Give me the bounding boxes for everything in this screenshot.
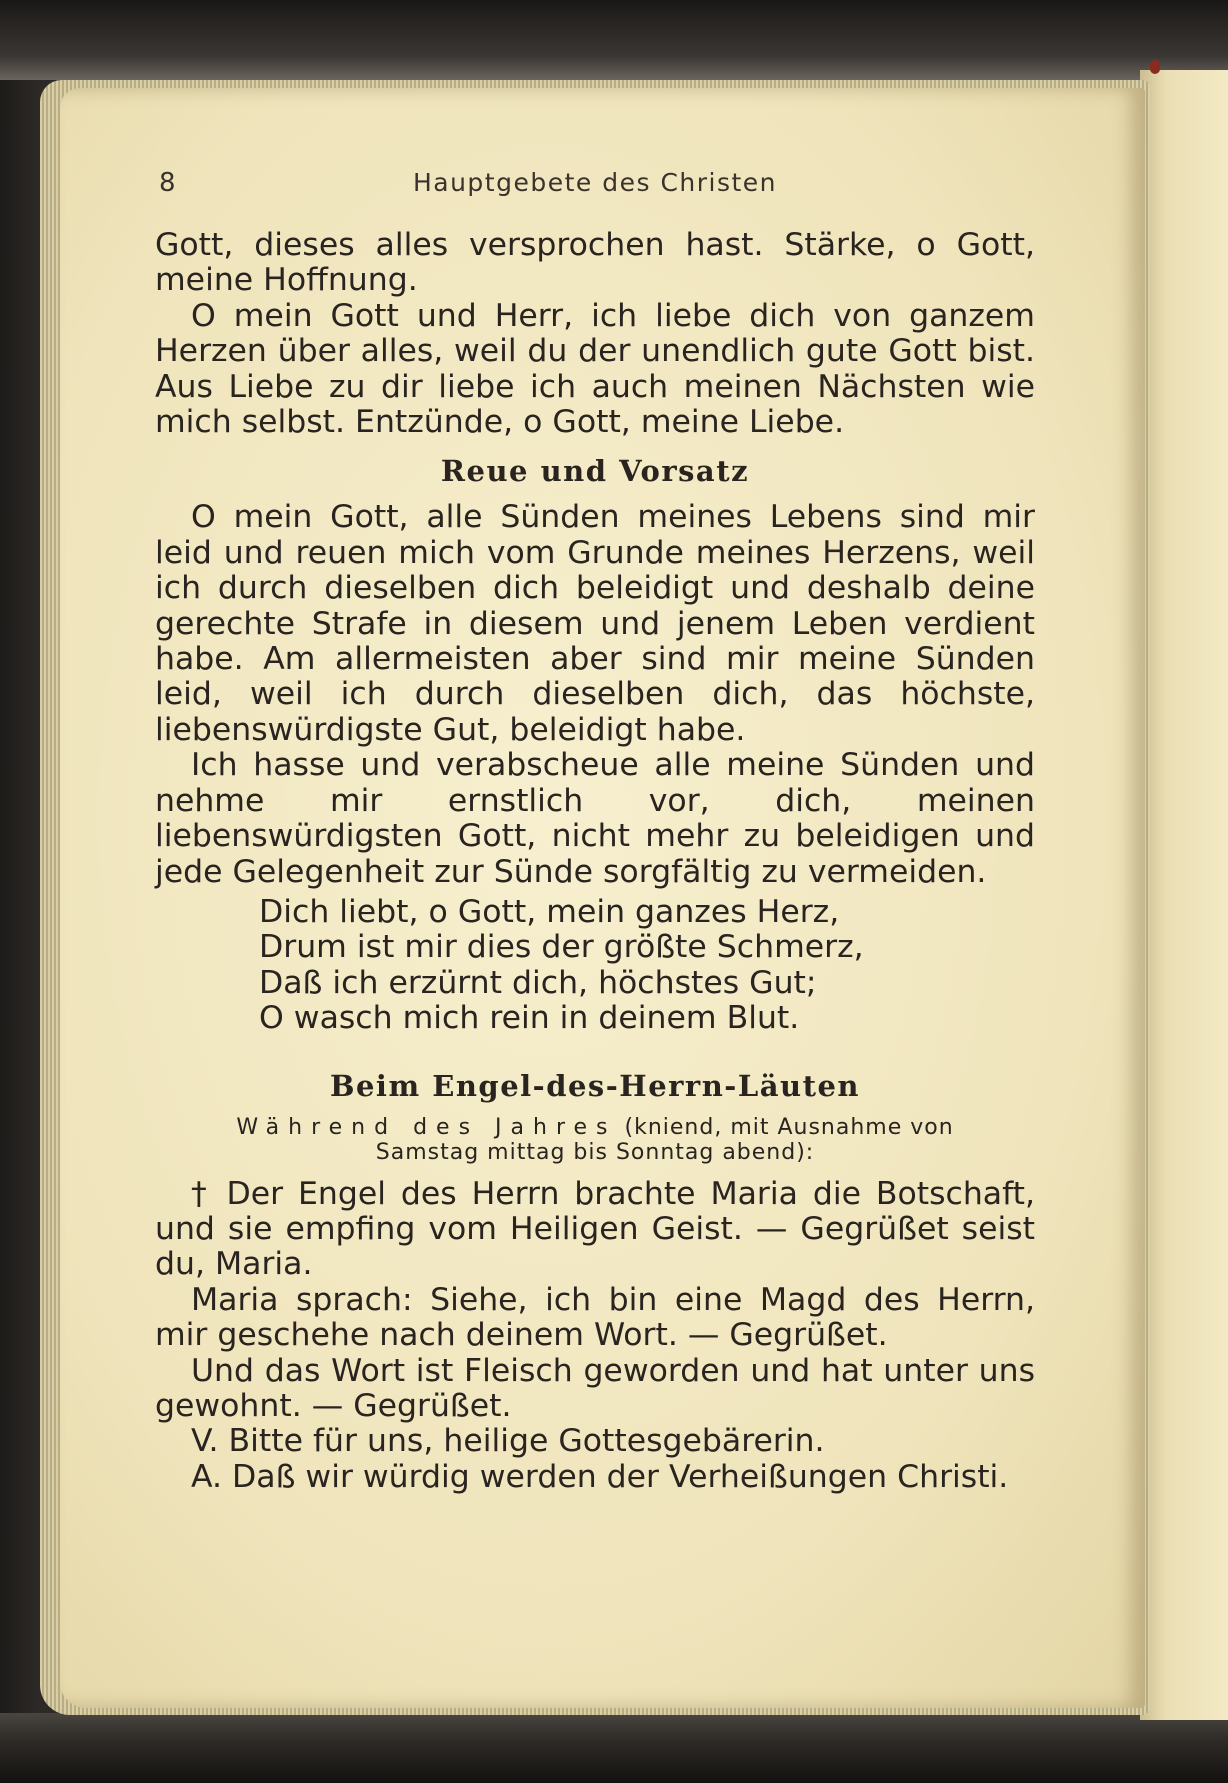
paragraph-love: O mein Gott und Herr, ich liebe dich von ganzem Herzen über alles, weil du der unendlich gute Gott bist. Aus Liebe zu dir liebe ich auch meinen Nächsten wie mich selbst. Entzünde, o Gott, meine Liebe. — [155, 297, 1035, 441]
running-title: Hauptgebete des Christen — [412, 168, 778, 197]
book-cover-top — [0, 0, 1228, 80]
angelus-verse-3: Und das Wort ist Fleisch geworden und hat unter uns gewohnt. — Gegrüßet. — [155, 1352, 1035, 1424]
rubric-text-line2: Samstag mittag bis Sonntag abend): — [375, 1139, 815, 1165]
running-head — [155, 158, 1035, 198]
angelus-verse-1: † Der Engel des Herrn brachte Maria die Botschaft, und sie empfing vom Heiligen Geist. — Gegrüßet seist du, Maria. — [155, 1175, 1035, 1283]
angelus-verse-2: Maria sprach: Siehe, ich bin eine Magd des Herrn, mir geschehe nach deinem Wort. — Gegrüßet. — [155, 1281, 1035, 1354]
facing-page-edge — [1140, 70, 1228, 1720]
verse-line: O wasch mich rein in deinem Blut. — [259, 1000, 800, 1037]
paragraph-resolution: Ich hasse und verabscheue alle meine Sünden und nehme mir ernstlich vor, dich, meinen liebenswürdigsten Gott, nicht mehr zu beleidigen und jede Gelegenheit zur Sünde sorgfältig zu vermeiden. — [155, 747, 1035, 890]
verse-line: Daß ich erzürnt dich, höchstes Gut; — [259, 964, 817, 1001]
paragraph-contrition: O mein Gott, alle Sünden meines Lebens sind mir leid und reuen mich vom Grunde meines Herzens, weil ich durch dieselben dich beleidigt und deshalb deine gerechte Strafe in diesem und jenem Leben verdient habe. Am allermeisten aber sind mir meine Sünden leid, weil ich durch dieselben dich, das höchste, liebenswürdigste Gut, beleidigt habe. — [155, 499, 1035, 748]
response: A. Daß wir würdig werden der Verheißungen Christi. — [191, 1458, 1009, 1495]
rubric-note — [155, 1115, 1035, 1165]
page-body — [155, 228, 1035, 1495]
book-cover-bottom — [0, 1713, 1228, 1783]
rubric-text: (kniend, mit Ausnahme von — [616, 1114, 954, 1140]
page-number: 8 — [159, 168, 178, 198]
section-heading-angelus: Beim Engel-des-Herrn-Läuten — [329, 1068, 861, 1103]
rubric-spaced-text: Während des Jahres — [236, 1114, 617, 1140]
versicle: V. Bitte für uns, heilige Gottesgebärerin. — [191, 1423, 825, 1460]
spine-mark — [1150, 60, 1160, 74]
section-heading-reue: Reue und Vorsatz — [440, 454, 750, 489]
verse — [259, 895, 1035, 1037]
verse-line: Drum ist mir dies der größte Schmerz, — [259, 929, 864, 966]
paragraph-hope: Gott, dieses alles versprochen hast. Stärke, o Gott, meine Hoffnung. — [155, 227, 1035, 299]
verse-line: Dich liebt, o Gott, mein ganzes Herz, — [259, 893, 840, 930]
